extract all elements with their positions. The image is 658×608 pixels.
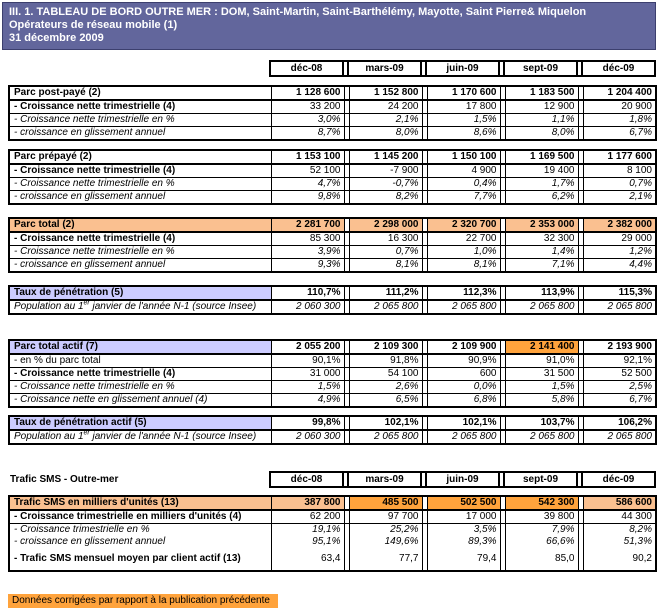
row-label: - Croissance nette trimestrielle en %: [9, 381, 271, 394]
cell-value: 2 320 700: [427, 218, 500, 232]
cell-value: 8 100: [583, 164, 656, 178]
cell-value: 113,9%: [505, 286, 578, 300]
cell-value: 2 141 400: [505, 340, 578, 354]
row-label: Parc post-payé (2): [9, 86, 271, 100]
cell-value: 8,2%: [583, 524, 656, 537]
cell-value: 6,8%: [427, 394, 500, 408]
row-label-superscript: er: [83, 300, 90, 307]
cell-value: 1,7%: [505, 178, 578, 191]
row-label: Parc total actif (7): [9, 340, 271, 354]
row-label: [9, 300, 271, 314]
cell-value: 31 500: [505, 368, 578, 381]
cell-value: 31 000: [271, 368, 344, 381]
row-label-text: Population au 1: [14, 431, 84, 442]
cell-value: 4 900: [427, 164, 500, 178]
cell-value: 4,4%: [583, 259, 656, 273]
table-row: [9, 416, 656, 430]
cell-value: 44 300: [583, 510, 656, 524]
cell-value: 1 153 100: [271, 150, 344, 164]
cell-value: 2 065 800: [349, 430, 422, 444]
cell-value: 111,2%: [349, 286, 422, 300]
table-taux-penetration-actif: [0, 415, 658, 445]
cell-value: 2 065 800: [349, 300, 422, 314]
column-header: sept-09: [504, 472, 577, 487]
cell-value: 5,8%: [505, 394, 578, 408]
column-header-row: [8, 472, 655, 487]
cell-value: 6,7%: [583, 127, 656, 141]
cell-value: 97 700: [349, 510, 422, 524]
cell-value: 90,9%: [427, 354, 500, 368]
table-row: [9, 394, 656, 408]
cell-value: 149,6%: [349, 536, 422, 548]
cell-value: 387 800: [271, 496, 344, 510]
table-row: [9, 259, 656, 273]
table-parc-post-paye: [0, 85, 658, 141]
cell-value: 0,4%: [427, 178, 500, 191]
row-label: [9, 430, 271, 444]
table-row: [9, 368, 656, 381]
cell-value: 1 145 200: [349, 150, 422, 164]
cell-value: -0,7%: [349, 178, 422, 191]
cell-value: 1 170 600: [427, 86, 500, 100]
table-parc-prepaye: [0, 149, 658, 205]
table-row: [9, 178, 656, 191]
table-row: [9, 114, 656, 127]
cell-value: 0,7%: [583, 178, 656, 191]
cell-value: 2 065 800: [427, 430, 500, 444]
title-line-3: 31 décembre 2009: [9, 32, 104, 44]
cell-value: 1,5%: [505, 381, 578, 394]
cell-value: 8,0%: [349, 127, 422, 141]
cell-value: 8,7%: [271, 127, 344, 141]
row-label: Taux de pénétration (5): [9, 286, 271, 300]
cell-value: 9,8%: [271, 191, 344, 205]
cell-value: 1,5%: [271, 381, 344, 394]
cell-value: 2 065 800: [505, 430, 578, 444]
cell-value: 29 000: [583, 232, 656, 246]
table-row: [9, 354, 656, 368]
row-label: - Croissance nette trimestrielle (4): [9, 100, 271, 114]
table-row: [9, 548, 656, 571]
table-row: [9, 496, 656, 510]
cell-value: 6,2%: [505, 191, 578, 205]
cell-value: 3,5%: [427, 524, 500, 537]
cell-value: 66,6%: [505, 536, 578, 548]
column-header-row: [8, 61, 655, 76]
title-line-1: III. 1. TABLEAU DE BORD OUTRE MER : DOM, Saint-Martin, Saint-Barthélémy, Mayotte, Saint Pierre& Miquelon: [9, 6, 587, 18]
cell-value: 8,1%: [427, 259, 500, 273]
cell-value: 2 109 300: [349, 340, 422, 354]
cell-value: 39 800: [505, 510, 578, 524]
table-row: [9, 164, 656, 178]
cell-value: 102,1%: [349, 416, 422, 430]
cell-value: 54 100: [349, 368, 422, 381]
table-taux-penetration: [0, 285, 658, 315]
title-band: [2, 2, 656, 50]
row-label: - croissance en glissement annuel: [9, 259, 271, 273]
cell-value: 1 183 500: [505, 86, 578, 100]
cell-value: 52 500: [583, 368, 656, 381]
footer-note: Données corrigées par rapport à la publication précédente: [8, 594, 278, 608]
row-label: Trafic SMS en milliers d'unités (13): [9, 496, 271, 510]
row-label: - Croissance nette trimestrielle en %: [9, 178, 271, 191]
table-row: [9, 150, 656, 164]
cell-value: 99,8%: [271, 416, 344, 430]
cell-value: 103,7%: [505, 416, 578, 430]
cell-value: 3,9%: [271, 246, 344, 259]
cell-value: 12 900: [505, 100, 578, 114]
table-row: [9, 232, 656, 246]
cell-value: 32 300: [505, 232, 578, 246]
cell-value: 33 200: [271, 100, 344, 114]
row-label: - Croissance nette trimestrielle (4): [9, 368, 271, 381]
cell-value: 2 353 000: [505, 218, 578, 232]
row-label: - Croissance trimestrielle en %: [9, 524, 271, 537]
cell-value: 19 400: [505, 164, 578, 178]
cell-value: 52 100: [271, 164, 344, 178]
table-row: [9, 127, 656, 141]
cell-value: 2 382 000: [583, 218, 656, 232]
cell-value: 1,2%: [583, 246, 656, 259]
table-row: [9, 286, 656, 300]
cell-value: 1,1%: [505, 114, 578, 127]
sms-column-header-row: [0, 471, 658, 488]
row-label: Parc total (2): [9, 218, 271, 232]
column-header: mars-09: [348, 61, 421, 76]
cell-value: 2 065 800: [505, 300, 578, 314]
table-row: [9, 100, 656, 114]
cell-value: 77,7: [349, 548, 422, 571]
row-label-superscript: er: [83, 430, 90, 437]
cell-value: 1 128 600: [271, 86, 344, 100]
row-label-text: Population au 1: [14, 301, 84, 312]
sms-section-label: Trafic SMS - Outre-mer: [10, 473, 119, 485]
cell-value: 9,3%: [271, 259, 344, 273]
column-header: mars-09: [348, 472, 421, 487]
cell-value: 7,7%: [427, 191, 500, 205]
cell-value: 92,1%: [583, 354, 656, 368]
cell-value: -7 900: [349, 164, 422, 178]
cell-value: 85,0: [505, 548, 578, 571]
cell-value: 1,8%: [583, 114, 656, 127]
cell-value: 22 700: [427, 232, 500, 246]
cell-value: 485 500: [349, 496, 422, 510]
row-label: Parc prépayé (2): [9, 150, 271, 164]
row-label: - croissance en glissement annuel: [9, 127, 271, 141]
table-row: [9, 340, 656, 354]
cell-value: 17 000: [427, 510, 500, 524]
cell-value: 25,2%: [349, 524, 422, 537]
cell-value: 1 169 500: [505, 150, 578, 164]
row-label: Taux de pénétration actif (5): [9, 416, 271, 430]
table-parc-total-actif: [0, 339, 658, 408]
cell-value: 110,7%: [271, 286, 344, 300]
row-label: - Croissance nette trimestrielle en %: [9, 246, 271, 259]
cell-value: 115,3%: [583, 286, 656, 300]
cell-value: 2 281 700: [271, 218, 344, 232]
cell-value: 7,1%: [505, 259, 578, 273]
column-header: juin-09: [426, 61, 499, 76]
cell-value: 95,1%: [271, 536, 344, 548]
cell-value: 2 065 800: [583, 430, 656, 444]
row-label: - Croissance nette trimestrielle en %: [9, 114, 271, 127]
table-parc-total: [0, 217, 658, 273]
cell-value: 0,7%: [349, 246, 422, 259]
cell-value: 91,8%: [349, 354, 422, 368]
column-header: déc-09: [582, 61, 655, 76]
cell-value: 2 065 800: [427, 300, 500, 314]
cell-value: 1 204 400: [583, 86, 656, 100]
cell-value: 2,5%: [583, 381, 656, 394]
cell-value: 1 177 600: [583, 150, 656, 164]
cell-value: 6,5%: [349, 394, 422, 408]
cell-value: 1,4%: [505, 246, 578, 259]
column-header: juin-09: [426, 472, 499, 487]
row-label: - Croissance nette en glissement annuel (4): [9, 394, 271, 408]
row-label-text: janvier de l'année N-1 (source Insee): [89, 431, 257, 442]
cell-value: 2 065 800: [583, 300, 656, 314]
cell-value: 112,3%: [427, 286, 500, 300]
cell-value: 17 800: [427, 100, 500, 114]
table-row: [9, 246, 656, 259]
column-header: sept-09: [504, 61, 577, 76]
column-header-spacer: [8, 61, 270, 76]
cell-value: 8,1%: [349, 259, 422, 273]
cell-value: 91,0%: [505, 354, 578, 368]
column-header-row: [0, 60, 658, 77]
row-label-text: janvier de l'année N-1 (source Insee): [89, 301, 257, 312]
cell-value: 2,1%: [583, 191, 656, 205]
cell-value: 90,1%: [271, 354, 344, 368]
cell-value: 19,1%: [271, 524, 344, 537]
cell-value: 2 193 900: [583, 340, 656, 354]
cell-value: 3,0%: [271, 114, 344, 127]
cell-value: 90,2: [583, 548, 656, 571]
cell-value: 62 200: [271, 510, 344, 524]
cell-value: 1,0%: [427, 246, 500, 259]
column-header: déc-09: [582, 472, 655, 487]
row-label: - Croissance trimestrielle en milliers d'unités (4): [9, 510, 271, 524]
row-label: - croissance en glissement annuel: [9, 191, 271, 205]
cell-value: 2,1%: [349, 114, 422, 127]
cell-value: 586 600: [583, 496, 656, 510]
report-page: [0, 2, 658, 608]
cell-value: 4,7%: [271, 178, 344, 191]
row-label: - Croissance nette trimestrielle (4): [9, 164, 271, 178]
table-row: [9, 218, 656, 232]
table-row: [9, 191, 656, 205]
column-header: déc-08: [270, 472, 343, 487]
cell-value: 2 055 200: [271, 340, 344, 354]
cell-value: 502 500: [427, 496, 500, 510]
cell-value: 85 300: [271, 232, 344, 246]
cell-value: 102,1%: [427, 416, 500, 430]
cell-value: 1 150 100: [427, 150, 500, 164]
table-row: [9, 300, 656, 314]
table-row: [9, 510, 656, 524]
row-label: - croissance en glissement annuel: [9, 536, 271, 548]
cell-value: 63,4: [271, 548, 344, 571]
cell-value: 600: [427, 368, 500, 381]
cell-value: 8,2%: [349, 191, 422, 205]
cell-value: 20 900: [583, 100, 656, 114]
row-label: - Trafic SMS mensuel moyen par client actif (13): [9, 548, 271, 571]
cell-value: 8,6%: [427, 127, 500, 141]
cell-value: 542 300: [505, 496, 578, 510]
table-row: [9, 86, 656, 100]
title-line-2: Opérateurs de réseau mobile (1): [9, 19, 178, 31]
cell-value: 24 200: [349, 100, 422, 114]
cell-value: 2 109 900: [427, 340, 500, 354]
cell-value: 2 060 300: [271, 300, 344, 314]
row-label: - en % du parc total: [9, 354, 271, 368]
table-trafic-sms: [0, 495, 658, 572]
cell-value: 1,5%: [427, 114, 500, 127]
cell-value: 16 300: [349, 232, 422, 246]
cell-value: 2,6%: [349, 381, 422, 394]
cell-value: 8,0%: [505, 127, 578, 141]
column-header: déc-08: [270, 61, 343, 76]
cell-value: 7,9%: [505, 524, 578, 537]
cell-value: 89,3%: [427, 536, 500, 548]
cell-value: 106,2%: [583, 416, 656, 430]
cell-value: 2 298 000: [349, 218, 422, 232]
cell-value: 2 060 300: [271, 430, 344, 444]
table-row: [9, 524, 656, 537]
cell-value: 4,9%: [271, 394, 344, 408]
cell-value: 6,7%: [583, 394, 656, 408]
table-row: [9, 430, 656, 444]
cell-value: 1 152 800: [349, 86, 422, 100]
row-label: - Croissance nette trimestrielle (4): [9, 232, 271, 246]
cell-value: 0,0%: [427, 381, 500, 394]
cell-value: 51,3%: [583, 536, 656, 548]
cell-value: 79,4: [427, 548, 500, 571]
table-row: [9, 536, 656, 548]
table-row: [9, 381, 656, 394]
